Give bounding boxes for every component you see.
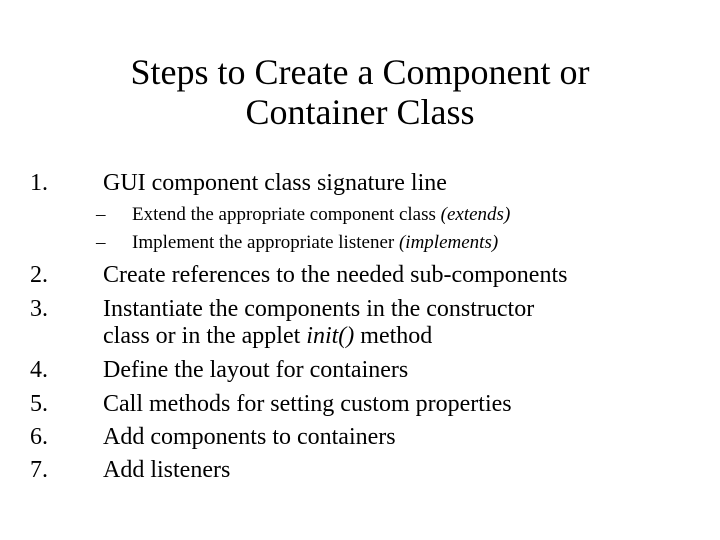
sub-item-dash: – — [96, 232, 106, 253]
list-item-text: Instantiate the components in the constructor — [103, 296, 535, 322]
list-item-text: GUI component class signature line — [103, 170, 447, 196]
list-item-text: Add listeners — [103, 457, 231, 483]
list-item-plain-text: class or in the applet — [103, 323, 307, 349]
list-item-text: Create references to the needed sub-components — [103, 262, 568, 288]
list-item-text: Define the layout for containers — [103, 357, 409, 383]
list-item-text: Call methods for setting custom properties — [103, 391, 512, 417]
sub-item-italic-text: (implements) — [398, 232, 499, 253]
sub-item-plain-text: Extend the appropriate component class — [132, 204, 441, 225]
list-item-plain-text: method — [354, 323, 433, 349]
list-item-text: Add components to containers — [103, 424, 396, 450]
list-item-number: 6. — [30, 424, 48, 450]
title-line-1: Steps to Create a Component or — [130, 52, 590, 92]
list-item-number: 5. — [30, 391, 48, 417]
list-item-number: 2. — [30, 262, 48, 288]
list-item-number: 4. — [30, 357, 48, 383]
sub-item-italic-text: (extends) — [440, 204, 511, 225]
list-item-number: 7. — [30, 457, 48, 483]
sub-item-dash: – — [96, 204, 106, 225]
list-item-number: 3. — [30, 296, 48, 322]
slide-title — [60, 52, 660, 132]
sub-item-text — [132, 231, 498, 255]
title-line-2: Container Class — [245, 92, 475, 132]
list-item-text — [103, 321, 432, 351]
list-item-number: 1. — [30, 170, 48, 196]
sub-item-text — [132, 203, 510, 227]
sub-item-plain-text: Implement the appropriate listener — [132, 232, 399, 253]
list-item-italic-text: init() — [306, 323, 355, 349]
